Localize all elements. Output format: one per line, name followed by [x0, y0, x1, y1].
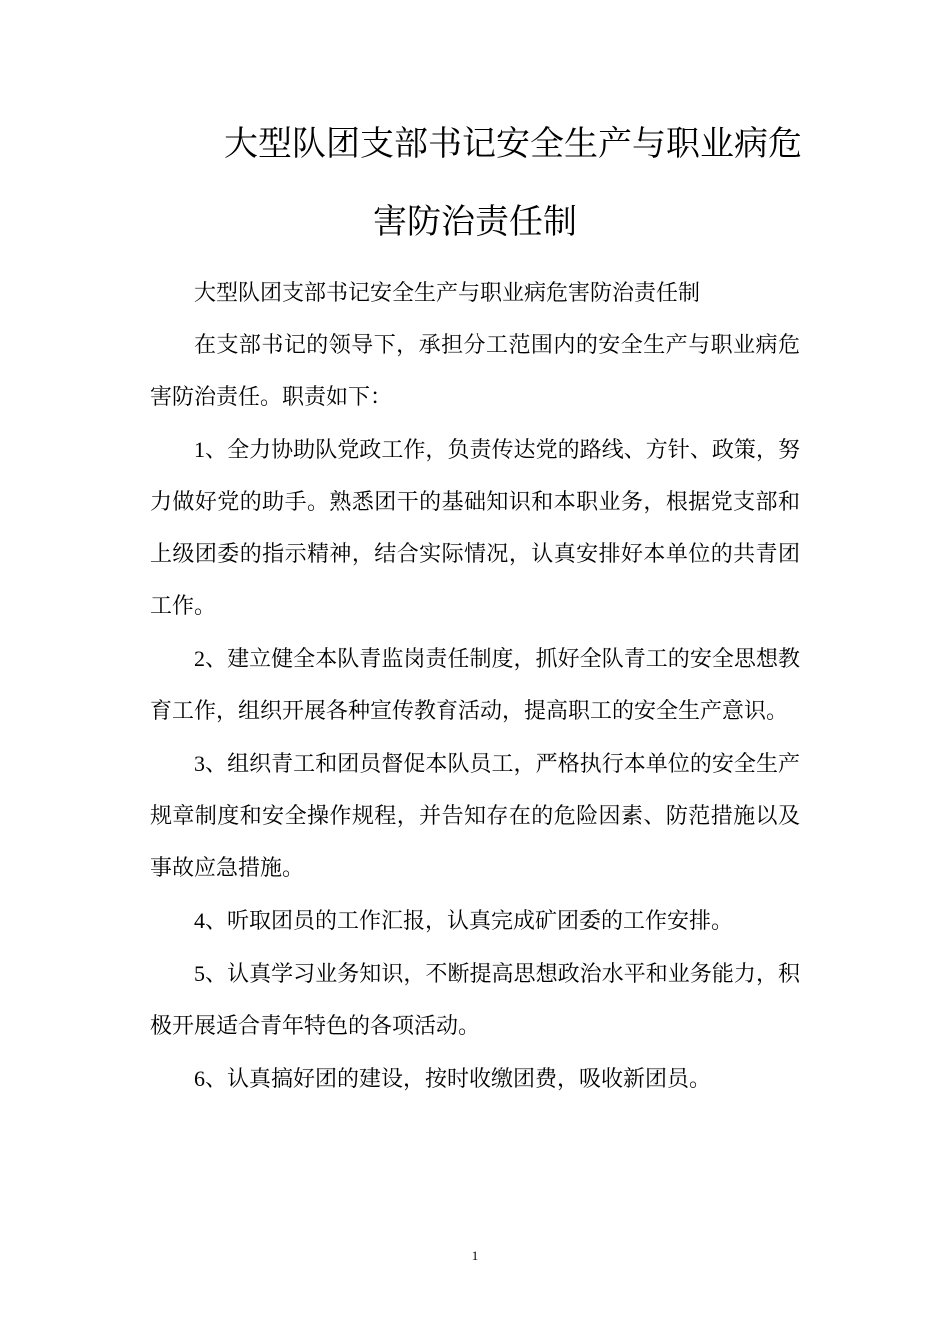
duty-item-text: 、认真搞好团的建设，按时收缴团费，吸收新团员。 [205, 1067, 712, 1092]
duty-item-number: 1 [194, 437, 205, 462]
document-title-line-2: 害防治责任制 [373, 202, 577, 242]
duty-item-3 [150, 738, 800, 895]
duty-item-number: 5 [194, 961, 205, 986]
duty-item-text: 、组织青工和团员督促本队员工，严格执行本单位的安全生产规章制度和安全操作规程，并告知存在的危险因素、防范措施以及事故应急措施。 [150, 752, 800, 881]
page-number: 1 [471, 1248, 479, 1263]
duty-item-text: 、全力协助队党政工作，负责传达党的路线、方针、政策，努力做好党的助手。熟悉团干的基础知识和本职业务，根据党支部和上级团委的指示精神，结合实际情况，认真安排好本单位的共青团工作。 [150, 438, 800, 619]
duty-item-text: 、认真学习业务知识，不断提高思想政治水平和业务能力，积极开展适合青年特色的各项活动。 [150, 962, 800, 1039]
duty-item-text: 、建立健全本队青监岗责任制度，抓好全队青工的安全思想教育工作，组织开展各种宣传教育活动，提高职工的安全生产意识。 [150, 647, 800, 724]
duty-item-text: 、听取团员的工作汇报，认真完成矿团委的工作安排。 [205, 909, 734, 934]
document-title-line-1: 大型队团支部书记安全生产与职业病危 [224, 124, 802, 164]
duty-item-number: 2 [194, 646, 205, 671]
intro-paragraph: 在支部书记的领导下，承担分工范围内的安全生产与职业病危害防治责任。职责如下： [150, 333, 800, 410]
duty-item-2 [150, 633, 800, 738]
duty-item-6 [150, 1053, 800, 1106]
duty-item-number: 6 [194, 1066, 205, 1091]
duty-item-5 [150, 948, 800, 1053]
document-subtitle: 大型队团支部书记安全生产与职业病危害防治责任制 [194, 281, 701, 306]
document-body [150, 268, 800, 1106]
duty-item-1 [150, 424, 800, 633]
duty-item-number: 3 [194, 751, 205, 776]
duty-item-number: 4 [194, 908, 205, 933]
duty-item-4 [150, 895, 800, 948]
